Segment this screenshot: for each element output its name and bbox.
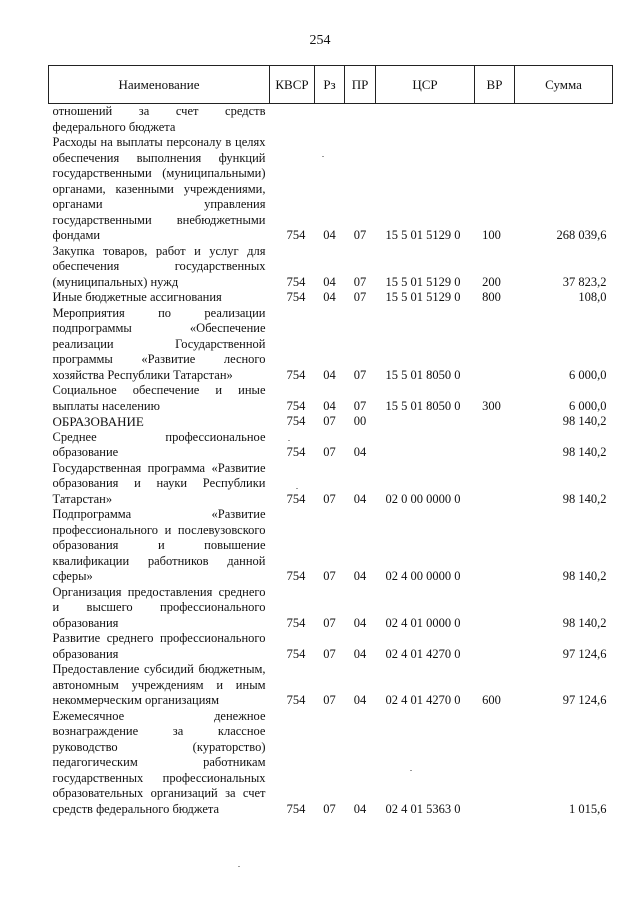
cell-rz: 07 <box>323 693 336 707</box>
cell-rz: 04 <box>323 398 336 413</box>
cell-rz <box>315 104 345 136</box>
cell-vr: 800 <box>482 290 501 304</box>
scan-speck <box>288 440 290 441</box>
cell-pr: 04 <box>353 615 367 630</box>
table-header <box>49 66 613 104</box>
cell-name: Среднее профессиональное образование <box>52 429 266 459</box>
cell-sum: 98 140,2 <box>562 445 607 459</box>
cell-pr: 04 <box>353 569 367 583</box>
scan-speck <box>238 866 240 867</box>
cell-csr <box>376 104 475 136</box>
cell-vr <box>475 585 515 632</box>
cell-name: Развитие среднего профессионального образования <box>52 631 266 661</box>
cell-sum: 98 140,2 <box>562 414 607 428</box>
cell-sum <box>515 104 613 136</box>
table-row <box>49 244 613 291</box>
cell-sum: 268 039,6 <box>556 228 607 242</box>
cell-pr: 04 <box>353 491 367 506</box>
cell-csr: 15 5 01 5129 0 <box>385 228 461 242</box>
cell-kvsr: 754 <box>286 367 306 382</box>
cell-vr <box>475 306 515 384</box>
cell-csr: 15 5 01 8050 0 <box>385 367 461 382</box>
cell-vr <box>475 709 515 818</box>
cell-kvsr: 754 <box>286 569 306 583</box>
cell-name: Расходы на выплаты персоналу в целях обеспечения выполнения функций государственными (муниципальными) органами, казенными учреждениями, органами управления государственными внебюджетными фондами <box>52 135 266 242</box>
cell-name: Иные бюджетные ассигнования <box>52 290 222 304</box>
cell-csr: 02 4 01 4270 0 <box>385 693 461 707</box>
cell-kvsr: 754 <box>286 228 306 242</box>
cell-kvsr: 754 <box>286 801 306 816</box>
table-body <box>49 104 613 818</box>
cell-sum: 98 140,2 <box>562 615 607 630</box>
cell-pr: 07 <box>353 367 367 382</box>
table-row <box>49 104 613 136</box>
cell-vr <box>475 631 515 662</box>
header-pr: ПР <box>345 66 376 104</box>
page-number: 254 <box>309 33 331 48</box>
table-row <box>49 135 613 244</box>
cell-vr: 200 <box>482 274 501 289</box>
cell-name: Организация предоставления среднего и высшего профессионального образования <box>52 584 266 630</box>
cell-name: ОБРАЗОВАНИЕ <box>52 414 144 429</box>
cell-sum: 6 000,0 <box>569 398 607 413</box>
cell-vr: 600 <box>482 693 501 707</box>
cell-rz: 04 <box>323 290 336 304</box>
cell-csr: 15 5 01 8050 0 <box>385 398 461 413</box>
cell-vr <box>475 461 515 508</box>
table-row <box>49 461 613 508</box>
cell-csr: 02 4 00 0000 0 <box>385 569 461 583</box>
table-row <box>49 507 613 585</box>
cell-pr: 07 <box>353 228 367 242</box>
cell-kvsr <box>270 104 315 136</box>
header-vr: ВР <box>475 66 515 104</box>
cell-rz: 07 <box>323 615 336 630</box>
table-row <box>49 306 613 384</box>
scan-speck <box>296 488 298 489</box>
cell-sum: 98 140,2 <box>562 569 607 583</box>
cell-sum: 6 000,0 <box>569 367 607 382</box>
table-row <box>49 585 613 632</box>
cell-rz: 07 <box>323 801 336 816</box>
cell-pr <box>345 104 376 136</box>
table-row <box>49 662 613 709</box>
cell-csr: 15 5 01 5129 0 <box>385 290 461 304</box>
cell-kvsr: 754 <box>286 414 306 428</box>
cell-vr <box>475 430 515 461</box>
cell-pr: 04 <box>353 646 367 661</box>
cell-rz: 07 <box>323 491 336 506</box>
table-row <box>49 631 613 662</box>
cell-sum: 98 140,2 <box>562 491 607 506</box>
budget-table-container <box>48 65 612 817</box>
cell-csr: 02 4 01 5363 0 <box>385 801 461 816</box>
cell-rz: 07 <box>323 445 336 459</box>
cell-vr: 100 <box>482 228 501 242</box>
cell-rz: 07 <box>323 569 336 583</box>
cell-name: Предоставление субсидий бюджетным, автономным учреждениям и иным некоммерческим организациям <box>52 662 266 707</box>
cell-name: Мероприятия по реализации подпрограммы «Обеспечение реализации Государственной программы «Развитие лесного хозяйства Республики Татарстан» <box>52 305 266 382</box>
cell-kvsr: 754 <box>286 615 306 630</box>
cell-rz: 04 <box>323 228 336 242</box>
cell-sum: 108,0 <box>578 290 607 304</box>
cell-pr: 07 <box>353 290 367 304</box>
budget-table <box>48 65 613 817</box>
scan-speck <box>410 770 412 771</box>
table-row <box>49 290 613 306</box>
cell-pr: 07 <box>353 398 367 413</box>
cell-kvsr: 754 <box>286 693 306 707</box>
cell-sum: 97 124,6 <box>562 646 607 661</box>
cell-sum: 37 823,2 <box>562 274 607 289</box>
header-sum: Сумма <box>515 66 613 104</box>
table-row <box>49 709 613 818</box>
cell-vr <box>475 507 515 585</box>
cell-csr: 02 0 00 0000 0 <box>385 491 461 506</box>
cell-csr: 02 4 01 4270 0 <box>385 646 461 661</box>
cell-sum: 97 124,6 <box>562 693 607 707</box>
header-kvsr: КВСР <box>270 66 315 104</box>
cell-pr: 04 <box>353 801 367 816</box>
cell-pr: 04 <box>353 693 367 707</box>
cell-sum: 1 015,6 <box>569 801 607 816</box>
cell-pr: 04 <box>353 445 367 459</box>
table-row <box>49 414 613 430</box>
cell-name: Подпрограмма «Развитие профессионального и послевузовского образования и повышение квалификации работников данной сферы» <box>52 507 266 583</box>
cell-csr: 02 4 01 0000 0 <box>385 615 461 630</box>
cell-kvsr: 754 <box>286 398 306 413</box>
header-rz: Рз <box>315 66 345 104</box>
cell-rz: 07 <box>323 646 336 661</box>
header-name: Наименование <box>49 66 270 104</box>
cell-pr: 00 <box>353 414 367 428</box>
cell-rz: 04 <box>323 367 336 382</box>
cell-name: отношений за счет средств федерального бюджета <box>52 104 266 134</box>
cell-kvsr: 754 <box>286 491 306 506</box>
cell-name: Социальное обеспечение и иные выплаты населению <box>52 383 266 413</box>
cell-rz: 07 <box>323 414 336 428</box>
cell-vr <box>475 414 515 430</box>
cell-csr <box>376 414 475 430</box>
cell-kvsr: 754 <box>286 445 306 459</box>
table-row <box>49 383 613 414</box>
cell-name: Ежемесячное денежное вознаграждение за классное руководство (кураторство) педагогическим работникам государственных профессиональных образовательных организаций за счет средств федерального бюджета <box>52 708 266 816</box>
cell-pr: 07 <box>353 274 367 289</box>
cell-kvsr: 754 <box>286 274 306 289</box>
cell-vr <box>475 104 515 136</box>
cell-rz: 04 <box>323 274 336 289</box>
cell-vr: 300 <box>482 398 501 413</box>
cell-csr: 15 5 01 5129 0 <box>385 274 461 289</box>
table-row <box>49 430 613 461</box>
cell-kvsr: 754 <box>286 646 306 661</box>
scan-speck <box>322 156 324 157</box>
cell-name: Государственная программа «Развитие образования и науки Республики Татарстан» <box>52 460 266 506</box>
header-csr: ЦСР <box>376 66 475 104</box>
cell-name: Закупка товаров, работ и услуг для обеспечения государственных (муниципальных) нужд <box>52 243 266 289</box>
cell-kvsr: 754 <box>286 290 306 304</box>
cell-csr <box>376 430 475 461</box>
